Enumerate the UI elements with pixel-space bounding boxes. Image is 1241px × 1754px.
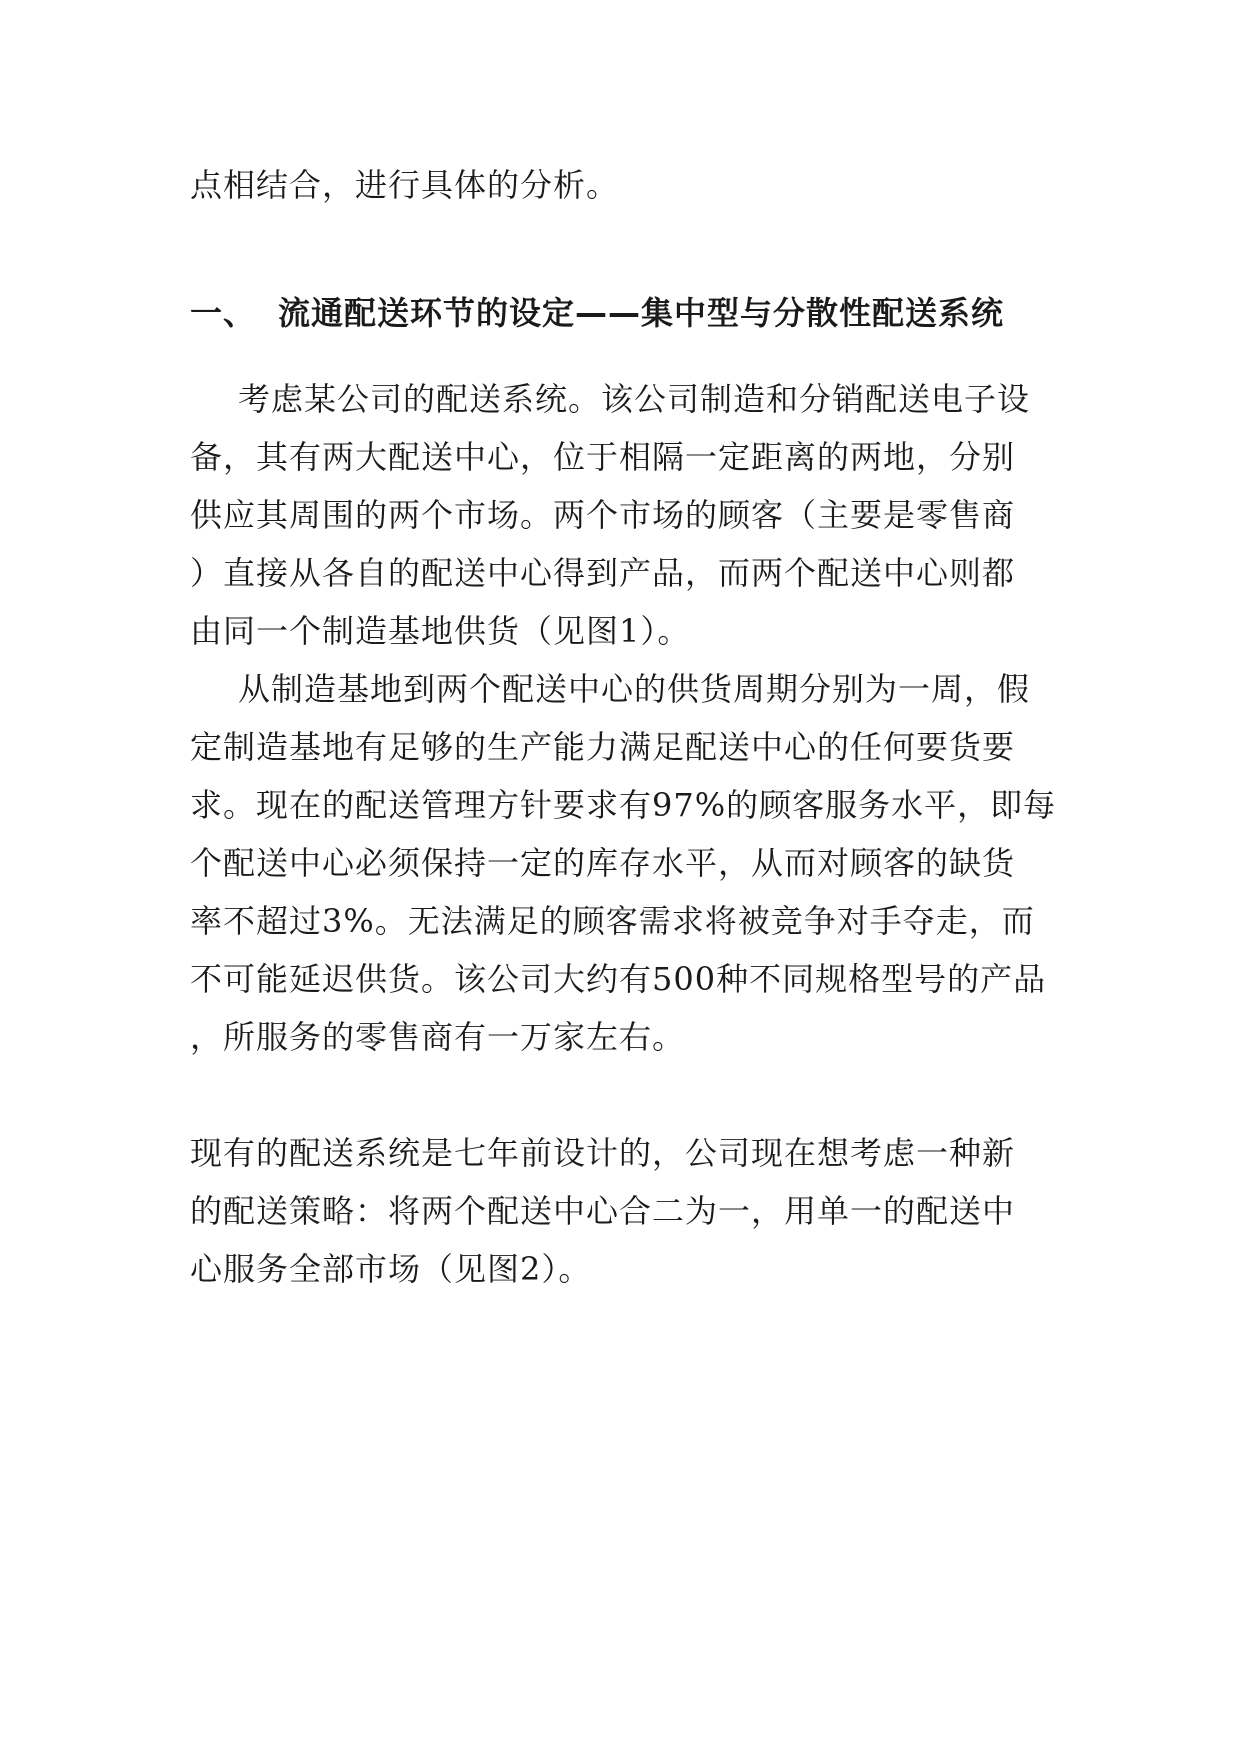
paragraph-2-line-5: 率不超过3%。无法满足的顾客需求将被竞争对手夺走，而 xyxy=(190,902,1035,940)
paragraph-3-line-2: 的配送策略：将两个配送中心合二为一，用单一的配送中 xyxy=(190,1192,1016,1230)
paragraph-1-line-1: 考虑某公司的配送系统。该公司制造和分销配送电子设 xyxy=(238,380,1031,418)
paragraph-2-line-1: 从制造基地到两个配送中心的供货周期分别为一周，假 xyxy=(238,670,1031,708)
paragraph-3-line-1: 现有的配送系统是七年前设计的，公司现在想考虑一种新 xyxy=(190,1134,1016,1172)
paragraph-2-line-4: 个配送中心必须保持一定的库存水平，从而对顾客的缺货 xyxy=(190,844,1016,882)
paragraph-1-line-2: 备，其有两大配送中心，位于相隔一定距离的两地，分别 xyxy=(190,438,1016,476)
paragraph-2-line-2: 定制造基地有足够的生产能力满足配送中心的任何要货要 xyxy=(190,728,1016,766)
paragraph-1-line-5: 由同一个制造基地供货（见图1）。 xyxy=(190,612,691,650)
paragraph-1-line-4: ）直接从各自的配送中心得到产品，而两个配送中心则都 xyxy=(190,554,1016,592)
intro-tail-line: 点相结合，进行具体的分析。 xyxy=(190,166,620,204)
paragraph-2-line-3: 求。现在的配送管理方针要求有97%的顾客服务水平，即每 xyxy=(190,786,1057,824)
section-number: 一、 xyxy=(190,294,257,332)
paragraph-2-line-6: 不可能延迟供货。该公司大约有500种不同规格型号的产品 xyxy=(190,960,1047,998)
paragraph-1-line-3: 供应其周围的两个市场。两个市场的顾客（主要是零售商 xyxy=(190,496,1016,534)
paragraph-3-line-3: 心服务全部市场（见图2）。 xyxy=(190,1250,592,1288)
paragraph-2-line-7: ，所服务的零售商有一万家左右。 xyxy=(190,1018,686,1056)
section-title: 流通配送环节的设定——集中型与分散性配送系统 xyxy=(278,294,1005,332)
section-heading xyxy=(190,293,1004,333)
